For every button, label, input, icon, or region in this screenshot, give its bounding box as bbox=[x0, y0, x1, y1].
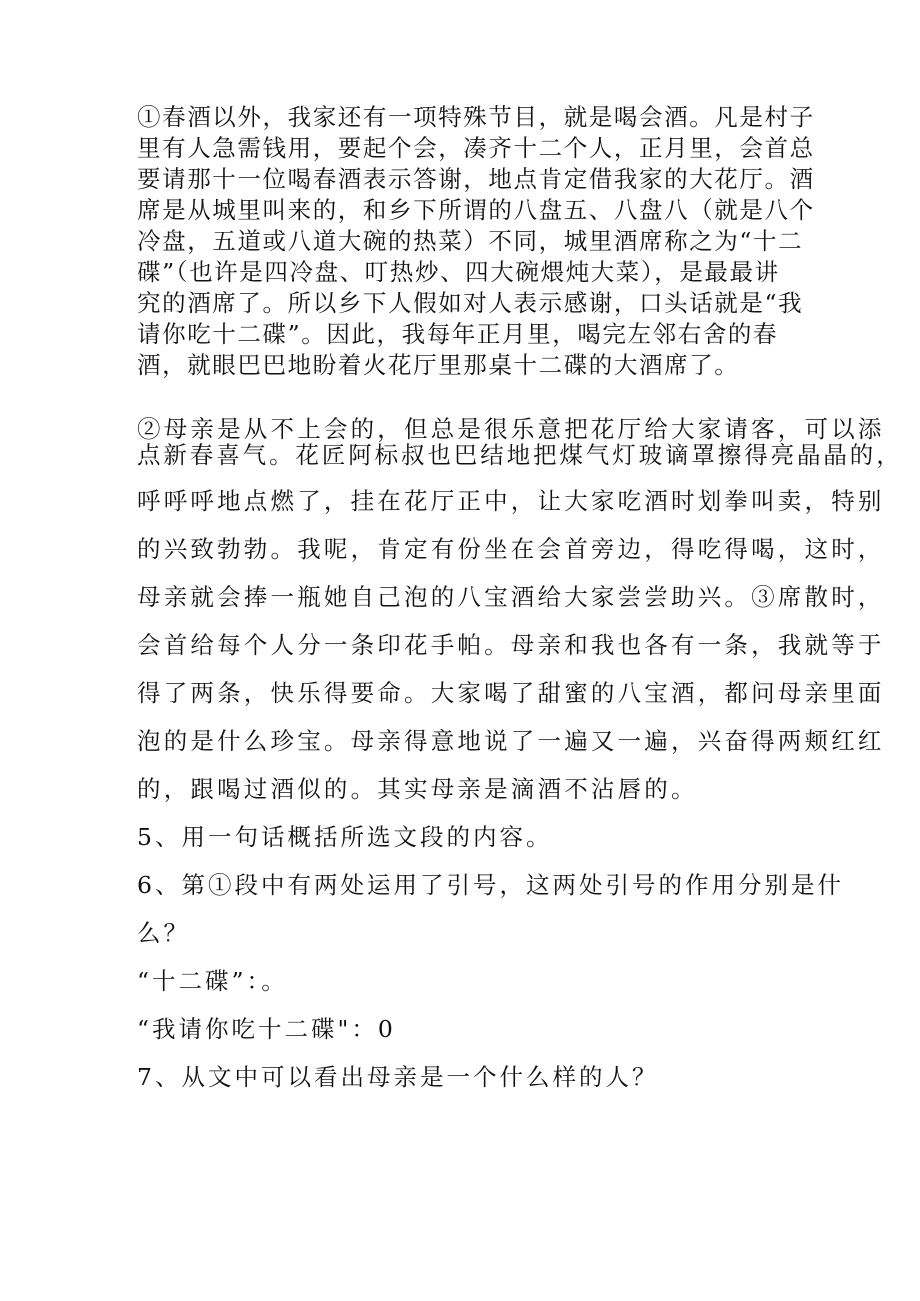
paragraph-1-line: 究的酒席了。所以乡下人假如对人表示感谢，口头话就是“我 bbox=[137, 289, 804, 317]
paragraph-1-line: 冷盘，五道或八道大碗的热菜）不同，城里酒席称之为“十二 bbox=[137, 227, 804, 255]
paragraph-1-line: 要请那十一位喝春酒表示答谢，地点肯定借我家的大花厅。酒 bbox=[137, 165, 815, 193]
paragraph-1-line: 酒，就眼巴巴地盼着火花厅里那桌十二碟的大酒席了。 bbox=[137, 351, 740, 379]
paragraph-1-line: 席是从城里叫来的，和乡下所谓的八盘五、八盘八（就是八个 bbox=[137, 196, 815, 224]
paragraph-1-line: 请你吃十二碟”。因此，我每年正月里，喝完左邻右舍的春 bbox=[137, 320, 779, 348]
question-6-answer-2: “我请你吃十二碟"：0 bbox=[137, 1015, 396, 1043]
paragraph-2-line: 的兴致勃勃。我呢，肯定有份坐在会首旁边，得吃得喝，这时， bbox=[137, 535, 885, 563]
paragraph-2-line: 呼呼呼地点燃了，挂在花厅正中，让大家吃酒时划拳叫卖，特别 bbox=[137, 487, 885, 515]
paragraph-2-line: 泡的是什么珍宝。母亲得意地说了一遍又一遍，兴奋得两颊红红 bbox=[137, 727, 885, 755]
paragraph-2-line: 点新春喜气。花匠阿标叔也巴结地把煤气灯玻谪罩擦得亮晶晶的， bbox=[137, 441, 903, 469]
paragraph-2-line: ②母亲是从不上会的，但总是很乐意把花厅给大家请客，可以添 bbox=[137, 415, 885, 443]
paragraph-2-line: 母亲就会捧一瓶她自己泡的八宝酒给大家尝尝助兴。③席散时， bbox=[137, 583, 885, 611]
question-7: 7、从文中可以看出母亲是一个什么样的人？ bbox=[137, 1063, 659, 1091]
paragraph-1-line: ①春酒以外，我家还有一项特殊节目，就是喝会酒。凡是村子 bbox=[137, 103, 815, 131]
paragraph-1-line: 里有人急需钱用，要起个会，凑齐十二个人，正月里，会首总 bbox=[137, 134, 815, 162]
question-6-continued: 么？ bbox=[137, 919, 190, 947]
question-6: 6、第①段中有两处运用了引号，这两处引号的作用分别是什 bbox=[137, 871, 844, 899]
question-5: 5、用一句话概括所选文段的内容。 bbox=[137, 823, 553, 851]
paragraph-2-line: 得了两条，快乐得要命。大家喝了甜蜜的八宝酒，都问母亲里面 bbox=[137, 679, 885, 707]
paragraph-2-line: 的，跟喝过酒似的。其实母亲是滴酒不沾唇的。 bbox=[137, 775, 698, 803]
paragraph-2-line: 会首给每个人分一条印花手帕。母亲和我也各有一条，我就等于 bbox=[137, 631, 885, 659]
paragraph-1-line: 碟”（也许是四冷盘、叮热炒、四大碗煨炖大菜），是最最讲 bbox=[137, 258, 780, 286]
question-6-answer-1: “十二碟”：。 bbox=[137, 967, 288, 995]
